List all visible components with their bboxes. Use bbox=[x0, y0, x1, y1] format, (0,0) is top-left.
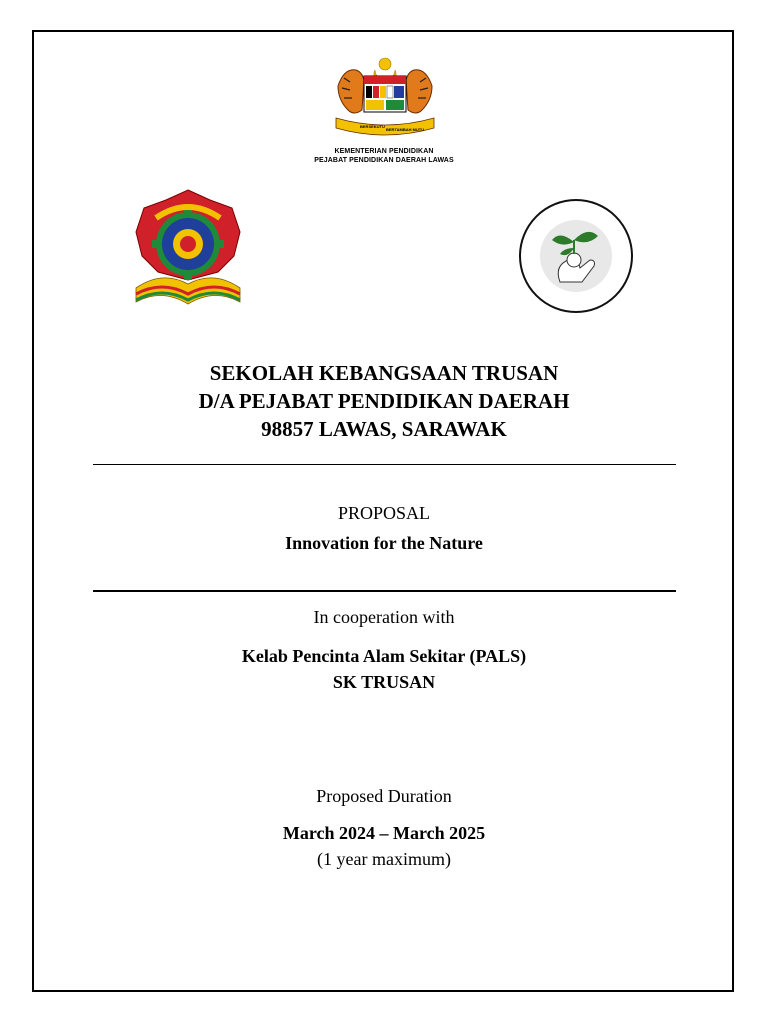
duration-label: Proposed Duration bbox=[316, 786, 452, 806]
school-address-line-1: D/A PEJABAT PENDIDIKAN DAERAH bbox=[198, 389, 570, 413]
svg-text:BERSEKUTU: BERSEKUTU bbox=[360, 124, 385, 129]
ministry-line-1: KEMENTERIAN PENDIDIKAN bbox=[334, 148, 434, 155]
school-name-heading: SEKOLAH KEBANGSAAN TRUSAN bbox=[209, 361, 559, 385]
duration-period: March 2024 – March 2025 bbox=[282, 823, 486, 843]
divider-bottom bbox=[93, 590, 676, 592]
kelab-pals-logo bbox=[516, 198, 636, 314]
duration-note: (1 year maximum) bbox=[317, 849, 451, 869]
cooperation-label: In cooperation with bbox=[313, 607, 455, 627]
partner-club-name: Kelab Pencinta Alam Sekitar (PALS) bbox=[241, 646, 527, 666]
partner-school-name: SK TRUSAN bbox=[332, 672, 436, 692]
school-logo bbox=[132, 188, 244, 310]
svg-text:BERTAMBAH MUTU: BERTAMBAH MUTU bbox=[386, 127, 425, 132]
divider-top bbox=[93, 464, 676, 465]
ministry-line-2: PEJABAT PENDIDIKAN DAERAH LAWAS bbox=[314, 157, 454, 164]
school-address-line-2: 98857 LAWAS, SARAWAK bbox=[261, 417, 507, 441]
proposal-title: Innovation for the Nature bbox=[285, 533, 483, 553]
coat-of-arms-emblem bbox=[330, 56, 440, 144]
proposal-label: PROPOSAL bbox=[337, 503, 431, 523]
